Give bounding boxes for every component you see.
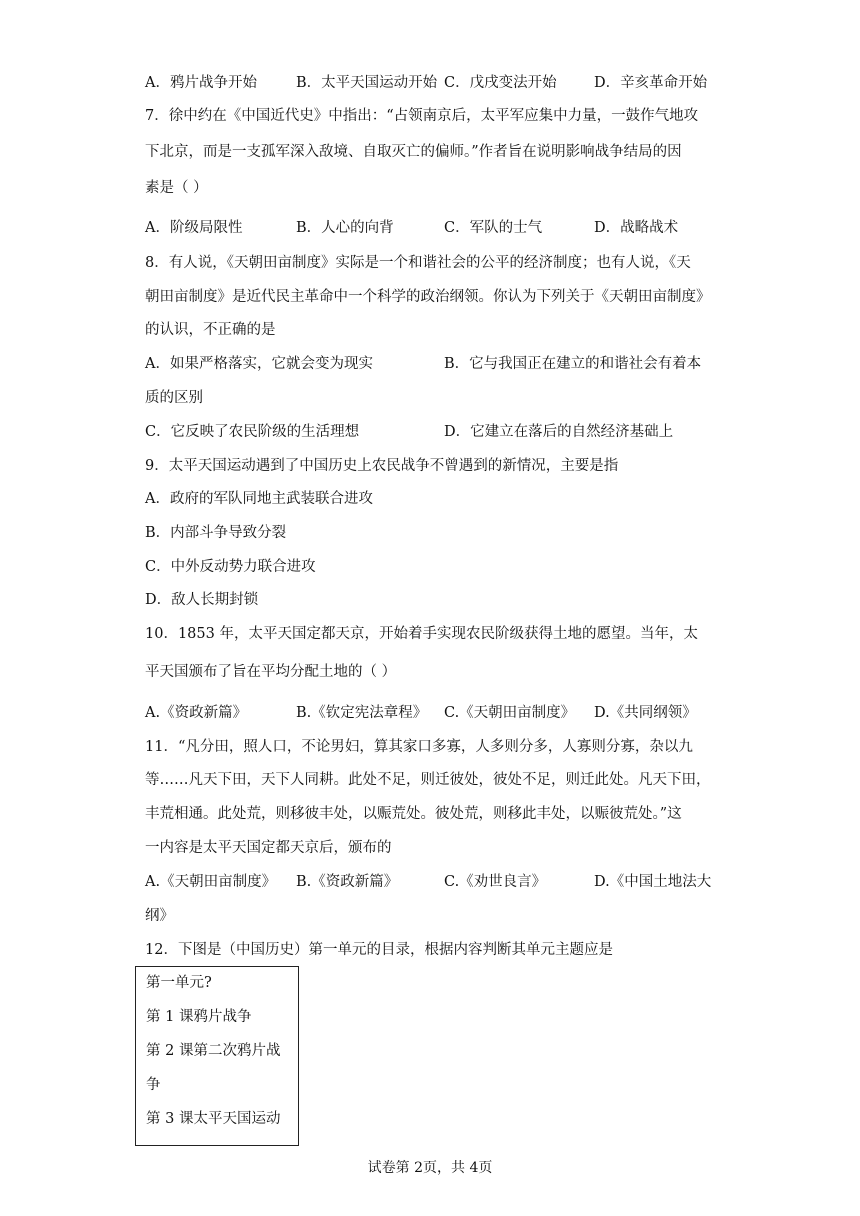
q11-stem-line-4: 一内容是太平天国定都天京后，颁布的 — [145, 840, 392, 856]
q12-stem: 12．下图是（中国历史）第一单元的目录，根据内容判断其单元主题应是 — [145, 942, 613, 958]
q11-option-d: D.《中国土地法大 — [594, 874, 712, 890]
box-line-lesson-2: 第 2 课第二次鸦片战 — [146, 1043, 281, 1059]
box-line-unit-title: 第一单元? — [146, 975, 212, 991]
q8-option-c: C．它反映了农民阶级的生活理想 — [145, 424, 360, 440]
q7-stem-line-3: 素是（ ） — [145, 180, 208, 196]
q9-option-b: B．内部斗争导致分裂 — [145, 525, 287, 541]
q7-option-a: A．阶级局限性 — [145, 220, 243, 236]
q6-option-a: A．鸦片战争开始 — [145, 75, 257, 91]
q6-option-c: C．戊戌变法开始 — [444, 75, 557, 91]
q11-option-b: B.《资政新篇》 — [296, 874, 399, 890]
q7-stem-line-1: 7．徐中约在《中国近代史》中指出：“占领南京后，太平军应集中力量，一鼓作气地攻 — [145, 108, 699, 124]
q8-option-b-continued: 质的区别 — [145, 390, 203, 406]
q10-option-b: B.《钦定宪法章程》 — [296, 705, 428, 721]
q9-option-a: A．政府的军队同地主武装联合进攻 — [145, 491, 373, 507]
box-line-lesson-1: 第 1 课鸦片战争 — [146, 1009, 252, 1025]
q11-stem-line-1: 11．“凡分田，照人口，不论男妇，算其家口多寡，人多则分多，人寡则分寡，杂以九 — [145, 739, 693, 755]
q8-stem-line-2: 朝田亩制度》是近代民主革命中一个科学的政治纲领。你认为下列关于《天朝田亩制度》 — [145, 289, 711, 305]
q9-option-c: C．中外反动势力联合进攻 — [145, 559, 316, 575]
q11-option-a: A.《天朝田亩制度》 — [145, 874, 277, 890]
q10-stem-line-1: 10．1853 年，太平天国定都天京，开始着手实现农民阶级获得土地的愿望。当年，太 — [145, 626, 698, 642]
box-line-lesson-2-continued: 争 — [146, 1077, 161, 1093]
q6-option-d: D．辛亥革命开始 — [594, 75, 708, 91]
q8-option-b: B．它与我国正在建立的和谐社会有着本 — [444, 356, 702, 372]
q9-option-d: D．敌人长期封锁 — [145, 592, 259, 608]
q7-option-b: B．人心的向背 — [296, 220, 394, 236]
page-footer: 试卷第 2页，共 4页 — [367, 1160, 493, 1176]
q10-stem-line-2: 平天国颁布了旨在平均分配土地的（ ） — [145, 664, 397, 680]
q10-option-a: A.《资政新篇》 — [145, 705, 248, 721]
q7-option-c: C．军队的士气 — [444, 220, 543, 236]
q11-option-c: C.《劝世良言》 — [444, 874, 547, 890]
q6-option-b: B．太平天国运动开始 — [296, 75, 438, 91]
q9-stem: 9．太平天国运动遇到了中国历史上农民战争不曾遇到的新情况，主要是指 — [145, 458, 619, 474]
box-line-lesson-3: 第 3 课太平天国运动 — [146, 1111, 281, 1127]
q11-stem-line-3: 丰荒相通。此处荒，则移彼丰处，以赈荒处。彼处荒，则移此丰处，以赈彼荒处。”这 — [145, 806, 682, 822]
q11-stem-line-2: 等……凡天下田，天下人同耕。此处不足，则迁彼处，彼处不足，则迁此处。凡天下田， — [145, 772, 711, 788]
q8-stem-line-1: 8．有人说，《天朝田亩制度》实际是一个和谐社会的公平的经济制度；也有人说，《天 — [145, 255, 691, 271]
q8-option-d: D．它建立在落后的自然经济基础上 — [444, 424, 674, 440]
q11-option-d-continued: 纲》 — [145, 908, 174, 924]
q10-option-c: C.《天朝田亩制度》 — [444, 705, 576, 721]
q8-stem-line-3: 的认识，不正确的是 — [145, 322, 276, 338]
q10-option-d: D.《共同纲领》 — [594, 705, 697, 721]
q8-option-a: A．如果严格落实，它就会变为现实 — [145, 356, 373, 372]
unit-contents-box — [135, 966, 299, 1146]
q7-stem-line-2: 下北京，而是一支孤军深入敌境、自取灭亡的偏师。”作者旨在说明影响战争结局的因 — [145, 144, 682, 160]
q7-option-d: D．战略战术 — [594, 220, 679, 236]
